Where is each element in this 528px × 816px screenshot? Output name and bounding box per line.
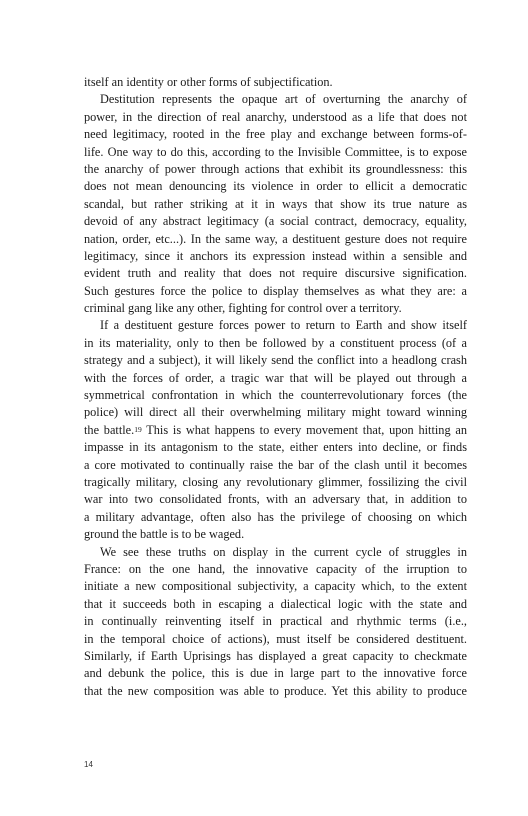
page-number: 14 [84,760,93,769]
text-line: the anarchy of power through actions that exhibit its groundlessness: this [84,161,467,176]
text-line: impasse in its antagonism to the state, either enters into decline, or finds [84,440,467,455]
text-line: Destitution represents the opaque art of overturning the anarchy of [100,92,467,107]
text-line: war into two consolidated fronts, with an adversary that, in addition to [84,492,467,507]
text-line: We see these truths on display in the current cycle of struggles in [100,544,467,559]
text-line: criminal gang like any other, fighting for control over a territory. [84,301,402,316]
text-line: If a destituent gesture forces power to return to Earth and show itself [100,318,467,333]
text-line: police) will direct all their overwhelming military might toward winning [84,405,467,420]
paragraph [84,91,467,317]
text-line: scandal, but rather striking at it in ways that show its true nature as [84,196,467,211]
text-line: strategy and a subject), it will likely send the conflict into a headlong crash [84,353,467,368]
footnote-marker[interactable]: 19 [134,424,142,434]
text-line: a core motivated to continually raise the bar of the clash until it becomes [84,457,467,472]
text-line: initiate a new compositional subjectivity, a capacity which, to the extent [84,579,467,594]
text-line: life. One way to do this, according to the Invisible Committee, is to expose [84,144,467,159]
paragraph [84,74,467,91]
paragraph [84,317,467,543]
text-line: devoid of any abstract legitimacy (a social contract, democracy, equality, [84,214,467,229]
text-line: in the temporal choice of actions), must itself be considered destituent. [84,631,467,646]
text-line: the battle.$^{19}$ This is what happens to every movement that, upon hitting an [84,422,467,437]
paragraph [84,544,467,701]
text-line: power, in the direction of real anarchy, understood as a life that does not [84,109,467,124]
text-line: does not mean denouncing its violence in order to ellicit a democratic [84,179,467,194]
text-line: a military advantage, often also has the privilege of choosing on which [84,509,467,524]
text-line: symmetrical confrontation in which the counterrevolutionary forces (the [84,388,467,403]
text-line: itself an identity or other forms of subjectification. [84,75,333,89]
text-line: legitimacy, since it anchors its expression instead within a sensible and [84,248,467,263]
text-line: in continually reinventing itself in practical and rhythmic terms (i.e., [84,614,467,629]
text-line: nation, order, etc...). In the same way, a destituent gesture does not require [84,231,467,246]
text-line: in its materiality, only to then be followed by a constituent process (of a [84,335,467,350]
text-line: need legitimacy, rooted in the free play and exchange between forms-of- [84,127,467,142]
text-line: tragically military, closing any revolutionary glimmer, fossilizing the civil [84,474,467,489]
text-line: that it succeeds both in escaping a dialectical logic with the state and [84,596,467,611]
text-line: France: on the one hand, the innovative capacity of the irruption to [84,561,467,576]
text-line: that the new composition was able to produce. Yet this ability to produce [84,683,467,698]
body-text [84,74,467,700]
text-line: with the forces of order, a tragic war that will be played out through a [84,370,467,385]
text-line: ground the battle is to be waged. [84,527,245,542]
text-line: Such gestures force the police to display themselves as what they are: a [84,283,467,298]
text-line: and debunk the police, this is due in large part to the innovative force [84,666,467,681]
text-line: Similarly, if Earth Uprisings has displayed a great capacity to checkmate [84,648,467,663]
text-line: evident truth and reality that does not require discursive signification. [84,266,467,281]
